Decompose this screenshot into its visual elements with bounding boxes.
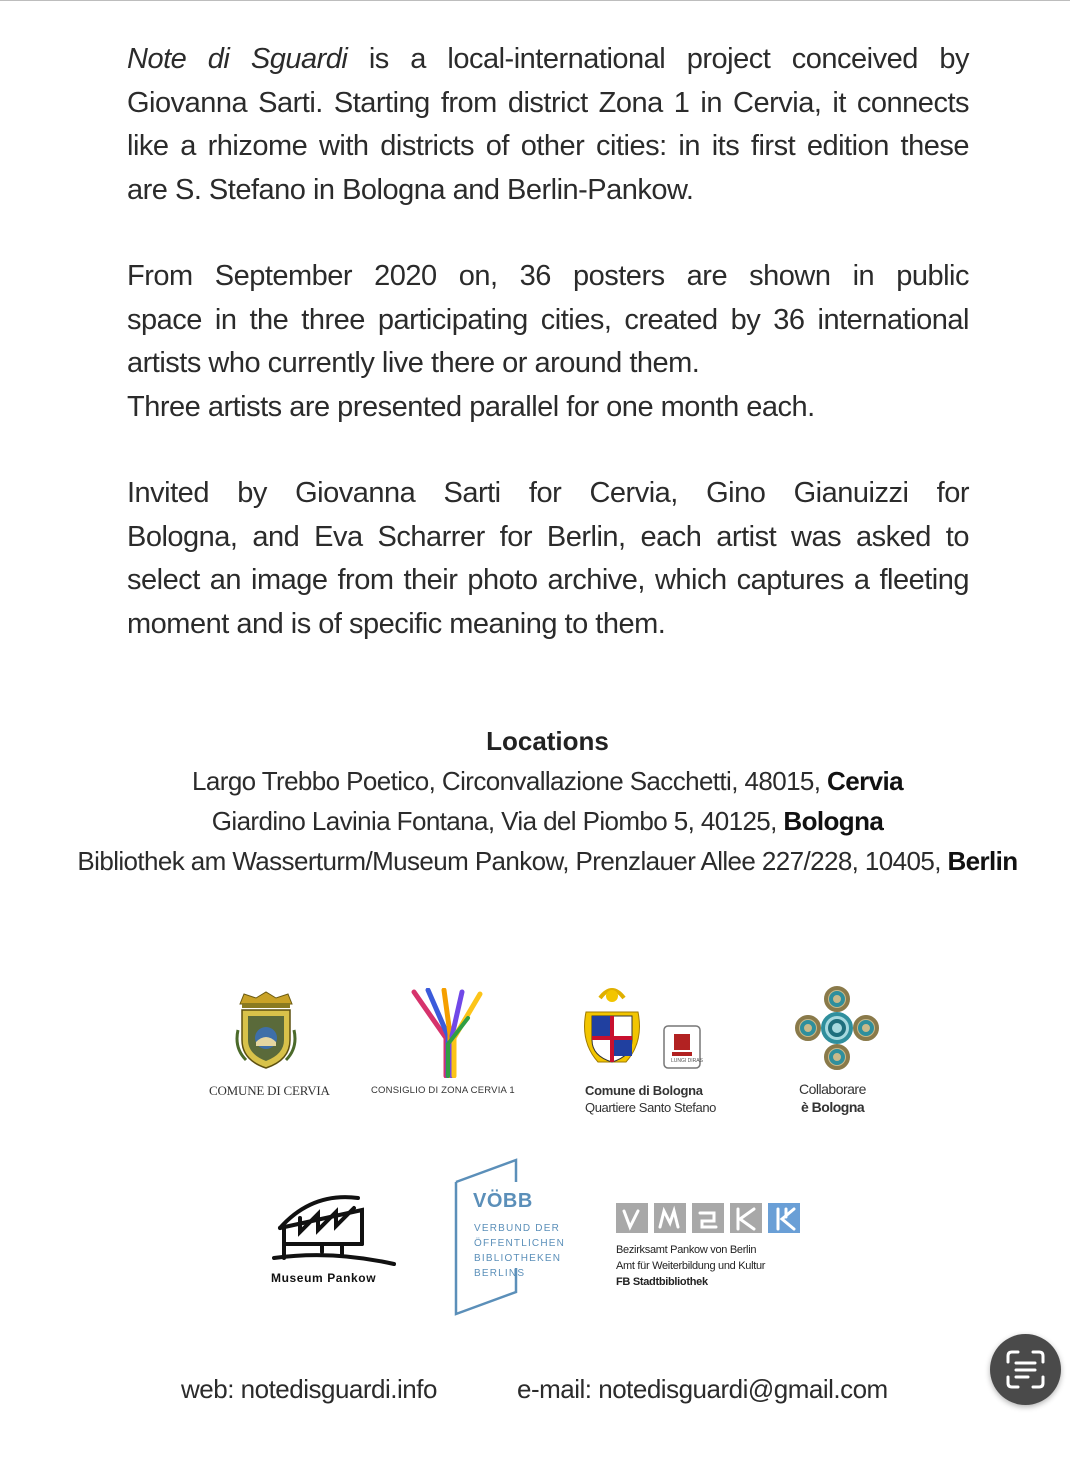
cervia-caption: COMUNE DI CERVIA (209, 1083, 330, 1098)
bezirksamt-line-3: FB Stadtbibliothek (616, 1276, 708, 1288)
voebb-line-3: BIBLIOTHEKEN (474, 1253, 562, 1264)
bezirksamt-letter-tiles-icon (616, 1203, 804, 1235)
posters-line-2: space in the three participating cities, created by 36 international (127, 303, 969, 336)
posters-paragraph (127, 255, 969, 429)
text-scan-icon (990, 1334, 1061, 1405)
zona-caption: CONSIGLIO DI ZONA CERVIA 1 (371, 1085, 515, 1096)
bologna-mini-badge-text: LUNGI DIRAS (671, 1058, 703, 1064)
top-divider (0, 0, 1070, 1)
cervia-coat-of-arms-icon (234, 990, 298, 1070)
location-bologna: Giardino Lavinia Fontana, Via del Piombo 5, 40125, Bologna (211, 806, 884, 836)
collaborare-caption-line2: è Bologna (801, 1099, 865, 1115)
bologna-caption-title: Comune di Bologna (585, 1083, 703, 1098)
museum-pankow-caption: Museum Pankow (271, 1271, 377, 1285)
text-scan-button[interactable] (990, 1334, 1061, 1405)
intro-paragraph (127, 38, 969, 212)
voebb-line-1: VERBUND DER (474, 1223, 560, 1234)
invitation-paragraph (127, 472, 969, 646)
invitation-line-2: Bologna, and Eva Scharrer for Berlin, each artist was asked to (127, 520, 969, 553)
invitation-line-3: select an image from their photo archive, which captures a fleeting (127, 564, 969, 596)
posters-line-3: artists who currently live there or around them. (127, 347, 700, 379)
voebb-line-2: ÖFFENTLICHEN (474, 1238, 566, 1249)
locations-heading: Locations (486, 726, 609, 756)
bezirksamt-line-1: Bezirksamt Pankow von Berlin (616, 1244, 757, 1256)
voebb-title: VÖBB (473, 1190, 533, 1212)
email-link[interactable]: e-mail: notedisguardi@gmail.com (517, 1374, 888, 1404)
intro-line-4: are S. Stefano in Bologna and Berlin-Pankow. (127, 173, 694, 206)
location-berlin: Bibliothek am Wasserturm/Museum Pankow, Prenzlauer Allee 227/228, 10405, Berlin (77, 846, 1018, 876)
intro-line-3: like a rhizome with districts of other cities: in its first edition these (127, 130, 969, 162)
posters-line-1: From September 2020 on, 36 posters are shown in public (127, 260, 969, 292)
voebb-caption (474, 1221, 565, 1281)
project-title: Note di Sguardi (127, 43, 348, 75)
bezirksamt-line-2: Amt für Weiterbildung und Kultur (616, 1260, 766, 1272)
bologna-caption-district: Quartiere Santo Stefano (585, 1100, 717, 1115)
intro-line-2: Giovanna Sarti. Starting from district Zona 1 in Cervia, it connects (127, 86, 969, 119)
voebb-line-4: BERLINS (474, 1268, 526, 1279)
posters-line-4: Three artists are presented parallel for one month each. (127, 390, 815, 423)
museum-pankow-building-icon (262, 1188, 397, 1270)
bezirksamt-caption (616, 1242, 765, 1290)
location-cervia: Largo Trebbo Poetico, Circonvallazione Sacchetti, 48015, Cervia (192, 766, 903, 796)
invitation-line-4: moment and is of specific meaning to them. (127, 607, 666, 640)
zona-rhizome-logo-icon (408, 988, 488, 1078)
bologna-coat-of-arms-icon (578, 982, 708, 1082)
web-link[interactable]: web: notedisguardi.info (181, 1374, 437, 1404)
collaborare-caption-line1: Collaborare (799, 1081, 866, 1097)
invitation-line-1: Invited by Giovanna Sarti for Cervia, Gino Gianuizzi for (127, 477, 969, 509)
intro-line-1: Note di Sguardi is a local-international project conceived by (127, 43, 969, 75)
collaborare-logo-icon (792, 985, 882, 1071)
